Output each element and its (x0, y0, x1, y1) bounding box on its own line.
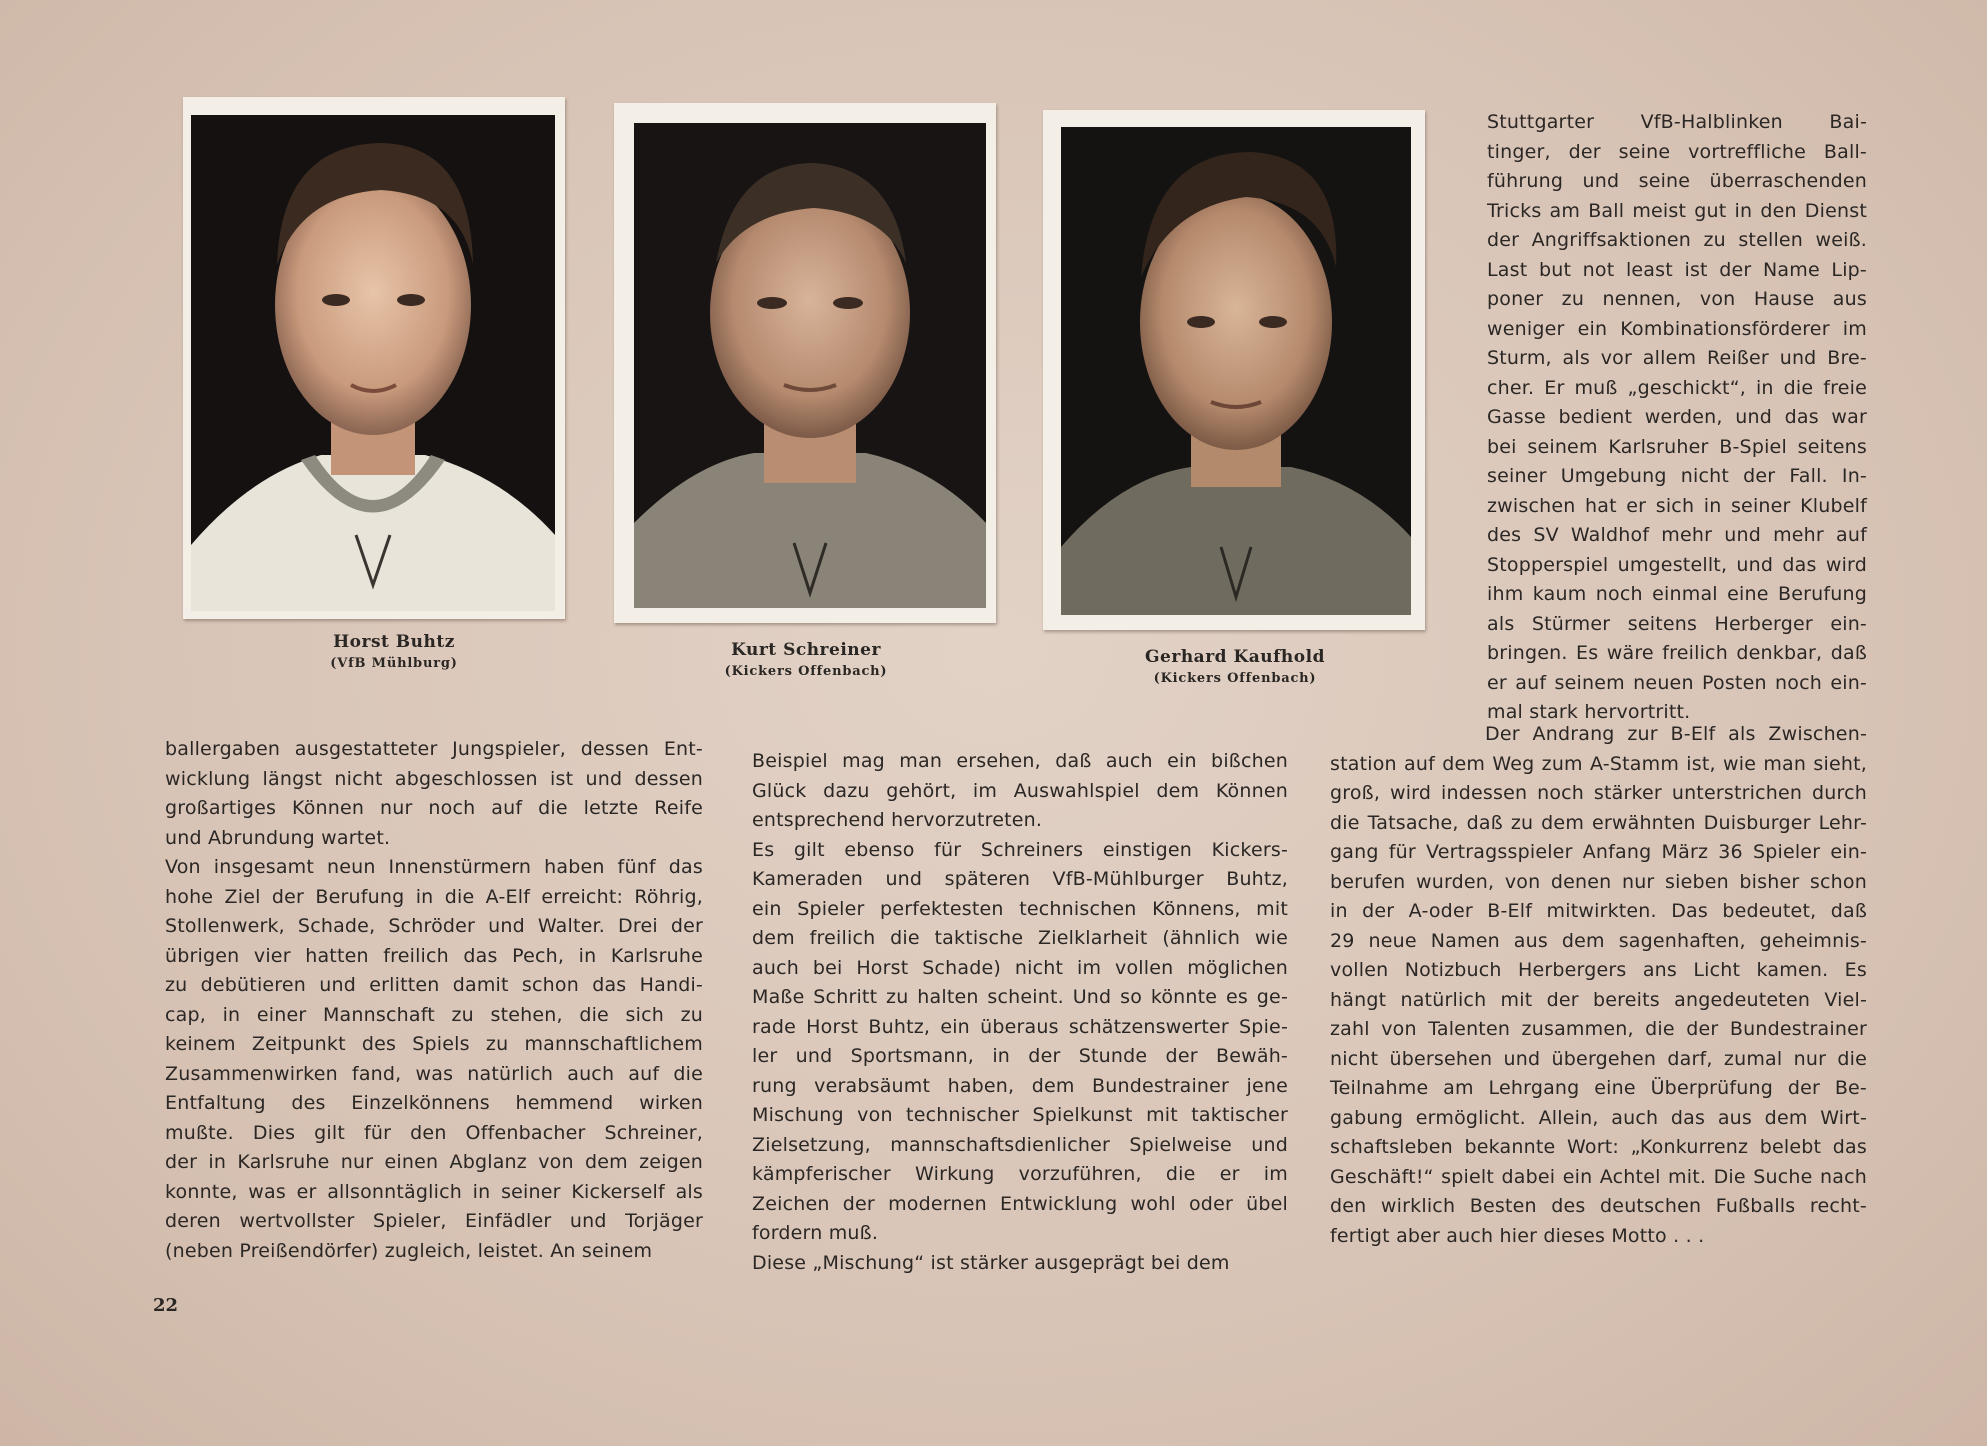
player-club: (VfB Mühlburg) (330, 656, 458, 671)
text-line: Sturm, als vor allem Reißer und Bre- (1487, 347, 1867, 369)
text-line: entsprechend hervorzutreten. (752, 809, 1043, 831)
text-line: auch bei Horst Schade) nicht im vollen möglichen (752, 956, 1288, 979)
text-line: Tricks am Ball meist gut in den Dienst (1487, 199, 1867, 222)
text-line: hohe Ziel der Berufung in die A-Elf erreicht: Röhrig, (165, 885, 703, 908)
text-line: Glück dazu gehört, im Auswahlspiel dem Können (752, 779, 1288, 802)
text-line: seiner Umgebung nicht der Fall. In- (1487, 465, 1867, 487)
text-line: in der A-oder B-Elf mitwirkten. Das bedeutet, daß (1330, 900, 1867, 922)
text-line: Kameraden und späteren VfB-Mühlburger Buhtz, (752, 868, 1288, 890)
text-line: als Stürmer seitens Herberger ein- (1487, 612, 1867, 635)
text-line: schaftsleben bekannte Wort: „Konkurrenz belebt das (1330, 1136, 1867, 1158)
text-line: deren wertvollster Spieler, Einfädler und Torjäger (165, 1210, 703, 1232)
text-line: ballergaben ausgestatteter Jungspieler, dessen Ent- (165, 738, 703, 760)
text-line: ler und Sportsmann, in der Stunde der Bewäh- (752, 1045, 1288, 1067)
text-line: Stollenwerk, Schade, Schröder und Walter. Drei der (165, 915, 703, 937)
text-line: mal stark hervortritt. (1487, 701, 1691, 723)
text-line: Beispiel mag man ersehen, daß auch ein bißchen (752, 750, 1288, 772)
text-line: Teilnahme am Lehrgang eine Überprüfung der Be- (1330, 1077, 1867, 1099)
text-line: führung und seine überraschenden (1487, 170, 1867, 192)
text-line: kämpferischer Wirkung vorzuführen, die er im (752, 1163, 1288, 1185)
text-line: die Tatsache, daß zu dem erwähnten Duisburger Lehr- (1330, 811, 1867, 834)
text-line: hängt natürlich mit der bereits angedeuteten Viel- (1330, 988, 1867, 1011)
page-number: 22 (153, 1295, 179, 1316)
text-column-middle (752, 747, 1288, 1278)
text-line: den wirklich Besten des deutschen Fußballs recht- (1330, 1195, 1867, 1217)
text-line: fordern muß. (752, 1222, 879, 1244)
text-line: Der Andrang zur B-Elf als Zwischen- (1485, 723, 1867, 745)
text-line: Diese „Mischung“ ist stärker ausgeprägt bei dem (752, 1251, 1230, 1274)
text-line: 29 neue Namen aus dem sagenhaften, geheimnis- (1330, 929, 1867, 952)
text-line: wicklung längst nicht abgeschlossen ist und dessen (165, 767, 703, 790)
text-line: Entfaltung des Einzelkönnens hemmend wirken (165, 1092, 703, 1114)
text-line: berufen wurden, von denen nur sieben bisher schon (1330, 870, 1867, 893)
text-column-right (1330, 720, 1867, 1251)
text-line: übrigen vier hatten freilich das Pech, in Karlsruhe (165, 944, 703, 967)
player-club: (Kickers Offenbach) (1153, 671, 1317, 686)
portrait-gerhard-kaufhold (1061, 127, 1411, 615)
text-line: weniger ein Kombinationsförderer im (1487, 317, 1867, 340)
text-line: keinem Zeitpunkt des Spiels zu mannschaftlichem (165, 1033, 703, 1055)
player-name: Kurt Schreiner (731, 640, 881, 660)
text-line: gang für Vertragsspieler Anfang März 36 Spieler ein- (1330, 841, 1867, 863)
text-line: Last but not least ist der Name Lip- (1487, 258, 1867, 281)
caption-horst-buhtz (254, 632, 534, 671)
text-line: ein Spieler perfektesten technischen Könnens, mit (752, 897, 1288, 920)
text-line: rade Horst Buhtz, ein überaus schätzenswerter Spie- (752, 1015, 1288, 1038)
text-line: (neben Preißendörfer) zugleich, leistet. An seinem (165, 1239, 653, 1262)
caption-gerhard-kaufhold (1095, 647, 1375, 686)
text-line: Zeichen der modernen Entwicklung wohl oder übel (752, 1192, 1288, 1215)
photo-card-kurt-schreiner (614, 103, 996, 623)
photo-card-horst-buhtz (183, 97, 565, 619)
text-line: Stuttgarter VfB-Halblinken Bai- (1487, 111, 1867, 133)
text-line: großartiges Können nur noch auf die letzte Reife (165, 797, 703, 819)
text-line: cap, in einer Mannschaft zu stehen, die sich zu (165, 1003, 703, 1026)
text-line: bringen. Es wäre freilich denkbar, daß (1487, 642, 1867, 664)
text-line: poner zu nennen, von Hause aus (1487, 288, 1867, 310)
text-line: Maße Schritt zu halten scheint. Und so könnte es ge- (752, 986, 1288, 1008)
text-line: der Angriffsaktionen zu stellen weiß. (1487, 229, 1867, 251)
player-club: (Kickers Offenbach) (724, 664, 888, 679)
photo-card-gerhard-kaufhold (1043, 110, 1425, 630)
text-line: Mischung von technischer Spielkunst mit taktischer (752, 1104, 1288, 1126)
portrait-horst-buhtz (191, 115, 555, 611)
text-line: station auf dem Weg zum A-Stamm ist, wie man sieht, (1330, 752, 1867, 775)
text-line: zu debütieren und erlitten damit schon das Handi- (165, 974, 703, 996)
text-line: des SV Waldhof mehr und mehr auf (1487, 524, 1867, 546)
text-line: und Abrundung wartet. (165, 826, 391, 849)
text-line: fertigt aber auch hier dieses Motto . . . (1330, 1224, 1705, 1247)
text-line: der in Karlsruhe nur einen Abglanz von dem zeigen (165, 1151, 703, 1173)
text-line: zwischen hat er sich in seiner Klubelf (1487, 494, 1867, 517)
text-line: Geschäft!“ spielt dabei ein Achtel mit. Die Suche nach (1330, 1165, 1867, 1188)
text-line: tinger, der seine vortreffliche Ball- (1487, 140, 1867, 163)
text-line: Zielsetzung, mannschaftsdienlicher Spielweise und (752, 1133, 1288, 1156)
text-line: groß, wird indessen noch stärker unterstrichen durch (1330, 782, 1867, 804)
text-line: Stopperspiel umgestellt, und das wird (1487, 553, 1867, 576)
text-line: vollen Notizbuch Herbergers ans Licht kamen. Es (1330, 959, 1867, 981)
text-line: nicht übersehen und übergehen darf, zumal nur die (1330, 1047, 1867, 1070)
text-line: mußte. Dies gilt für den Offenbacher Schreiner, (165, 1121, 703, 1144)
portrait-kurt-schreiner (634, 123, 986, 608)
player-name: Horst Buhtz (333, 632, 455, 652)
text-line: ihm kaum noch einmal eine Berufung (1487, 583, 1867, 605)
text-column-top-right (1487, 108, 1867, 728)
text-line: zahl von Talenten zusammen, die der Bundestrainer (1330, 1018, 1867, 1040)
text-line: Gasse bedient werden, und das war (1487, 406, 1867, 428)
text-line: cher. Er muß „geschickt“, in die freie (1487, 376, 1867, 399)
player-name: Gerhard Kaufhold (1145, 647, 1325, 667)
text-line: Zusammenwirken fand, was natürlich auch auf die (165, 1062, 703, 1085)
text-line: Von insgesamt neun Innenstürmern haben fünf das (165, 856, 703, 878)
text-line: Es gilt ebenso für Schreiners einstigen Kickers- (752, 838, 1288, 861)
text-line: gabung ermöglicht. Allein, auch das aus dem Wirt- (1330, 1106, 1867, 1129)
text-column-left (165, 735, 703, 1266)
caption-kurt-schreiner (666, 640, 946, 679)
text-line: dem freilich die taktische Zielklarheit (ähnlich wie (752, 927, 1288, 949)
text-line: rung verabsäumt haben, dem Bundestrainer jene (752, 1074, 1288, 1097)
text-line: konnte, was er allsonntäglich in seiner Kickerself als (165, 1180, 703, 1203)
text-line: bei seinem Karlsruher B-Spiel seitens (1487, 435, 1867, 458)
text-line: er auf seinem neuen Posten noch ein- (1487, 671, 1867, 694)
